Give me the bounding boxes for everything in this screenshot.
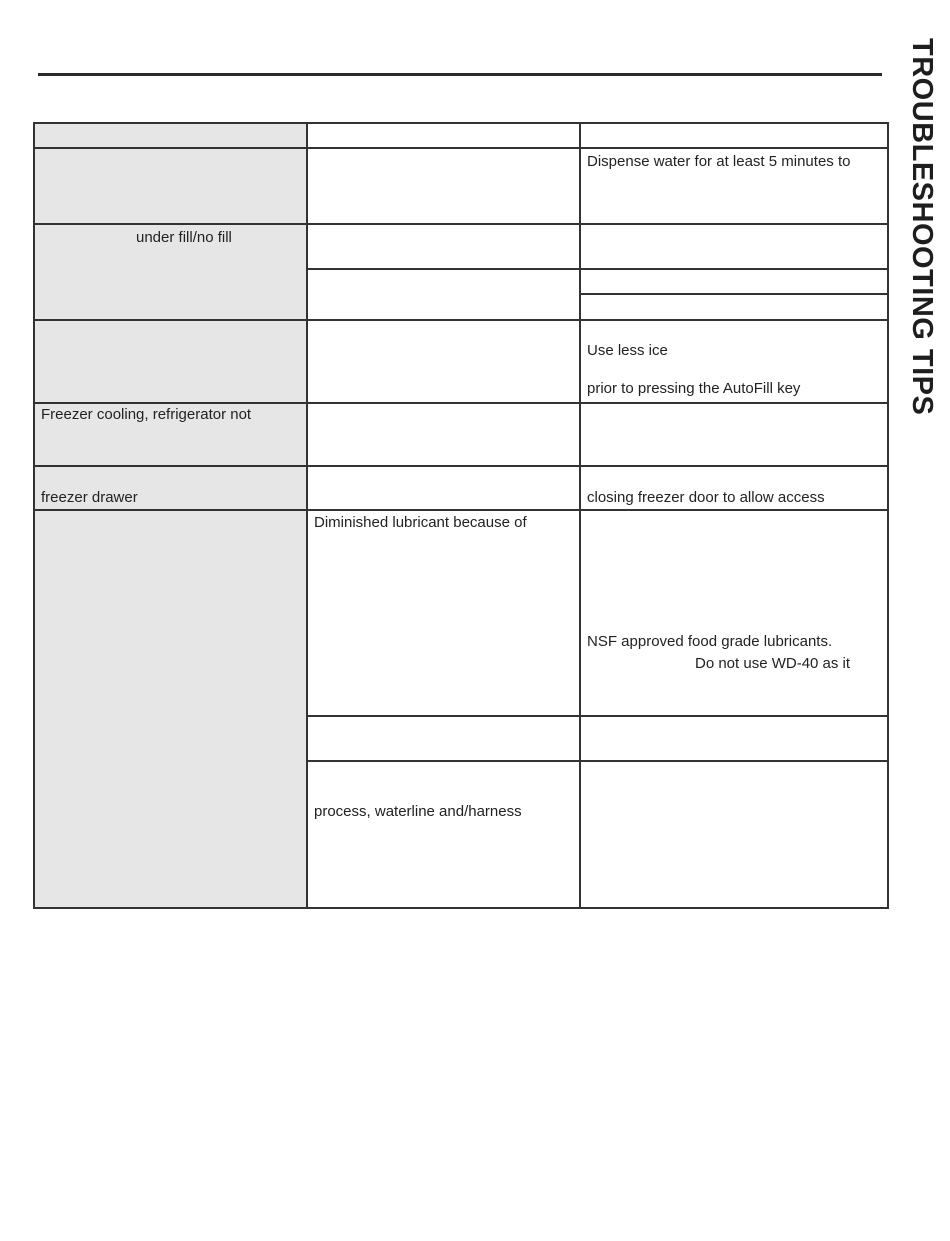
problem-text: under fill/no fill — [136, 229, 232, 246]
side-section-title: TROUBLESHOOTING TIPS — [906, 38, 938, 416]
cause-cell — [307, 224, 580, 269]
cause-cell — [307, 510, 580, 716]
table-row — [34, 403, 888, 466]
cause-cell — [307, 466, 580, 510]
problem-text: Freezer cooling, refrigerator not — [41, 406, 252, 423]
solution-cell — [580, 716, 888, 761]
table-row — [34, 466, 888, 510]
solution-cell — [580, 224, 888, 269]
cause-cell — [307, 148, 580, 224]
solution-cell — [580, 148, 888, 224]
header-rule — [38, 73, 882, 76]
solution-text: prior to pressing the AutoFill key — [587, 380, 801, 397]
table-row — [34, 224, 888, 269]
problem-cell — [34, 224, 307, 320]
solution-text: closing freezer door to allow access — [587, 489, 825, 506]
header-cause — [307, 123, 580, 148]
solution-cell — [580, 320, 888, 403]
table-row — [34, 510, 888, 716]
problem-cell — [34, 320, 307, 403]
solution-text: NSF approved food grade lubricants. — [587, 633, 833, 650]
solution-cell — [580, 269, 888, 294]
solution-cell — [580, 761, 888, 908]
table-row — [34, 320, 888, 403]
problem-cell — [34, 148, 307, 224]
solution-text: Do not use WD-40 as it — [695, 655, 851, 672]
solution-text: Use less ice — [587, 342, 668, 359]
problem-cell — [34, 466, 307, 510]
cause-cell — [307, 716, 580, 761]
cause-cell — [307, 403, 580, 466]
problem-cell — [34, 403, 307, 466]
table-row — [34, 148, 888, 224]
cause-text: Diminished lubricant because of — [314, 514, 527, 531]
header-solution — [580, 123, 888, 148]
solution-text: Dispense water for at least 5 minutes to — [587, 153, 851, 170]
troubleshooting-table — [33, 122, 889, 909]
problem-text: freezer drawer — [41, 489, 138, 506]
solution-cell — [580, 466, 888, 510]
cause-text: process, waterline and/harness — [314, 803, 522, 820]
cause-cell — [307, 761, 580, 908]
solution-cell — [580, 510, 888, 716]
header-problem — [34, 123, 307, 148]
cause-cell — [307, 269, 580, 320]
table-header-row — [34, 123, 888, 148]
solution-cell — [580, 294, 888, 320]
problem-cell — [34, 510, 307, 908]
solution-cell — [580, 403, 888, 466]
cause-cell — [307, 320, 580, 403]
